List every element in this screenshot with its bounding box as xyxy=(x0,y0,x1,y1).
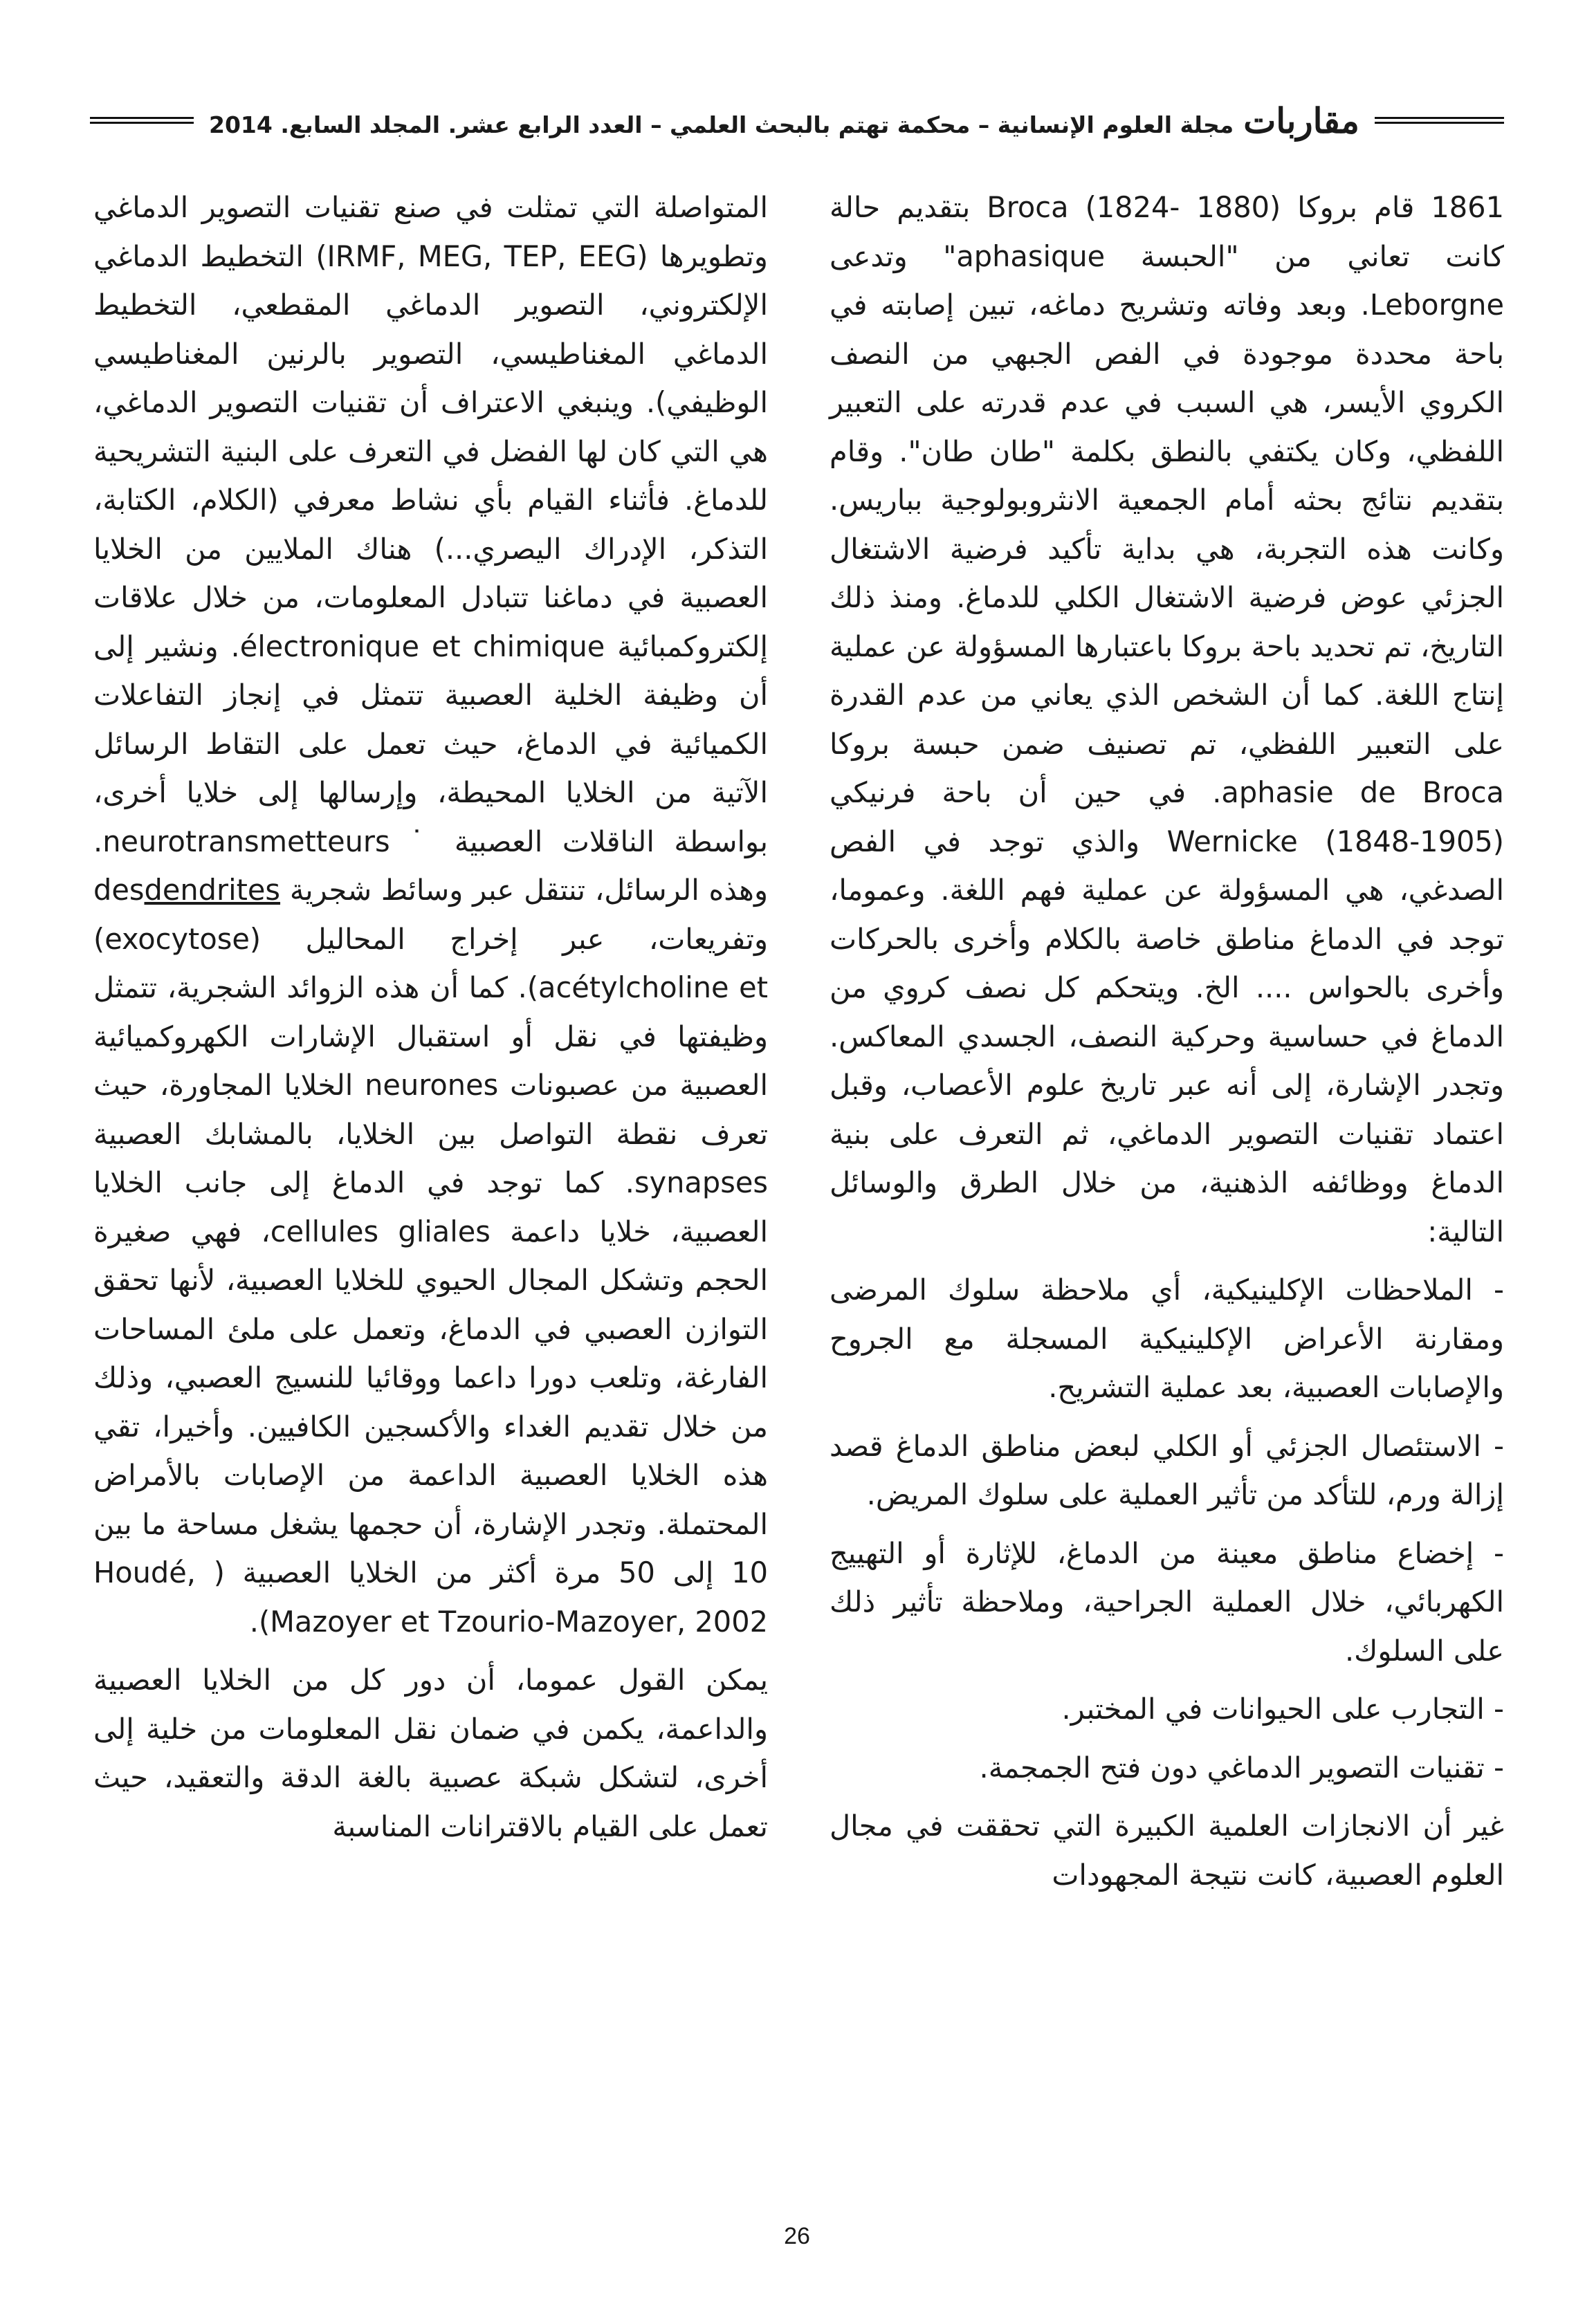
paragraph-text: المتواصلة التي تمثلت في صنع تقنيات التصوير الدماغي وتطويرها (IRMF, MEG, TEP, EEG) التخطيط الدماغي الإلكتروني، التصوير الدماغي المقطعي، التخطيط الدماغي المغناطيسي، التصوير بالرنين المغناطيسي الوظيفي). وينبغي الاعتراف أن تقنيات التصوير الدماغي، هي التي كان لها الفضل في التعرف على البنية التشريحية للدماغ. فأثناء القيام بأي نشاط معرفي (الكلام، الكتابة، التذكر، الإدراك اليصري...) هناك الملايين من الخلايا العصبية في دماغنا تتبادل المعلومات، من خلال علاقات إلكتروكمبائية électronique et chimique. ونشير إلى أن وظيفة الخلية العصبية تتمثل في إنجاز التفاعلات الكميائية في الدماغ، حيث تعمل على التقاط الرسائل الآتية من الخلايا المحيطة، وإرسالها إلى خلايا أخرى، بواسطة الناقلات العصبية ˙ neurotransmetteurs. وهذه الرسائل، تنتقل عبر وسائط شجرية xyxy=(93,190,768,907)
body-paragraph-1 xyxy=(93,183,768,1646)
journal-info: مجلة العلوم الإنسانية – محكمة تهتم بالبحث العلمي – العدد الرابع عشر. المجلد السابع. 2014 xyxy=(209,111,1234,138)
closing-paragraph: غير أن الانجازات العلمية الكبيرة التي تحققت في مجال العلوم العصبية، كانت نتيجة المجهودات xyxy=(830,1809,1504,1892)
journal-brand: مقاربات xyxy=(1243,100,1359,141)
list-item: - الملاحظات الإكلينيكية، أي ملاحظة سلوك المرضى ومقارنة الأعراض الإكلينيكية المسجلة مع الجروح والإصابات العصبية، بعد عملية التشريح. xyxy=(830,1273,1504,1404)
header-title xyxy=(194,100,1375,141)
right-column xyxy=(830,183,1504,1899)
header-rule-right xyxy=(1375,117,1504,124)
header-rule-left xyxy=(90,117,194,124)
body-paragraph-2: يمكن القول عموما، أن دور كل من الخلايا العصبية والداعمة، يكمن في ضمان نقل المعلومات من خلية إلى أخرى، لتشكل شبكة عصبية بالغة الدقة والتعقيد، حيث تعمل على القيام بالاقترانات المناسبة xyxy=(93,1663,768,1843)
list-item: - الاستئصال الجزئي أو الكلي لبعض مناطق الدماغ قصد إزالة ورم، للتأكد من تأثير العملية على سلوك المريض. xyxy=(830,1428,1504,1511)
paragraph-text: des وتفريعات، عبر إخراج المحاليل (exocytose) acétylcholine et). كما أن هذه الزوائد الشجرية، تتمثل وظيفتها في نقل أو استقبال الإشارات الكهروكميائية العصبية من عصبونات neurones الخلايا المجاورة، حيث تعرف نقطة التواصل بين الخلايا، بالمشابك العصبية synapses. كما توجد في الدماغ إلى جانب الخلايا العصبية، خلايا داعمة cellules gliales، فهي صغيرة الحجم وتشكل المجال الحيوي للخلايا العصبية، لأنها تحقق التوازن العصبي في الدماغ، وتعمل على ملئ المساحات الفارغة، وتلعب دورا داعما ووقائيا للنسيج العصبي، وذلك من خلال تقديم الغداء والأكسجين الكافيين. وأخيرا، تقي هذه الخلايا العصبية الداعمة من الإصابات بالأمراض المحتملة. وتجدر الإشارة، أن حجمها يشغل مساحة ما بين 10 إلى 50 مرة أكثر من الخلايا العصبية ( Houdé, (Mazoyer et Tzourio-Mazoyer, 2002. xyxy=(93,873,769,1639)
intro-paragraph: 1861 قام بروكا Broca (1824- 1880) بتقديم حالة كانت تعاني من "الحبسة aphasique" وتدعى Leborgne. وبعد وفاته وتشريح دماغه، تبين إصابته في باحة محددة موجودة في الفص الجبهي من النصف الكروي الأيسر، هي السبب في عدم قدرته على التعبير اللفظي، وكان يكتفي بالنطق بكلمة "طان طان". وقام بتقديم نتائج بحثه أمام الجمعية الانثروبولوجية بباريس. وكانت هذه التجربة، هي بداية تأكيد فرضية الاشتغال الجزئي عوض فرضية الاشتغال الكلي للدماغ. ومنذ ذلك التاريخ، تم تحديد باحة بروكا باعتبارها المسؤولة عن عملية إنتاج اللغة. كما أن الشخص الذي يعاني من عدم القدرة على التعبير اللفظي، تم تصنيف ضمن حبسة بروكا aphasie de Broca. في حين أن باحة فرنيكي Wernicke (1848-1905) والذي توجد في الفص الصدغي، هي المسؤولة عن عملية فهم اللغة. وعموما، توجد في الدماغ مناطق خاصة بالكلام وأخرى بالحركات وأخرى بالحواس .... الخ. ويتحكم كل نصف كروي من الدماغ في حساسية وحركية النصف، الجسدي المعاكس. وتجدر الإشارة، إلى أنه عبر تاريخ علوم الأعصاب، وقبل اعتماد تقنيات التصوير الدماغي، ثم التعرف على بنية الدماغ ووظائفه الذهنية، من خلال الطرق والوسائل التالية: xyxy=(830,190,1504,1248)
left-column xyxy=(93,183,768,1851)
list-item: - إخضاع مناطق معينة من الدماغ، للإثارة أو التهييج الكهربائي، خلال العملية الجراحية، وملاحظة تأثير ذلك على السلوك. xyxy=(830,1536,1504,1668)
list-item: - التجارب على الحيوانات في المختبر. xyxy=(1061,1692,1504,1726)
underlined-term: dendrites xyxy=(144,873,281,907)
list-item: - تقنيات التصوير الدماغي دون فتح الجمجمة. xyxy=(979,1750,1504,1784)
journal-header xyxy=(90,93,1504,148)
page-number: 26 xyxy=(784,2223,810,2249)
methods-list xyxy=(830,1266,1504,1792)
